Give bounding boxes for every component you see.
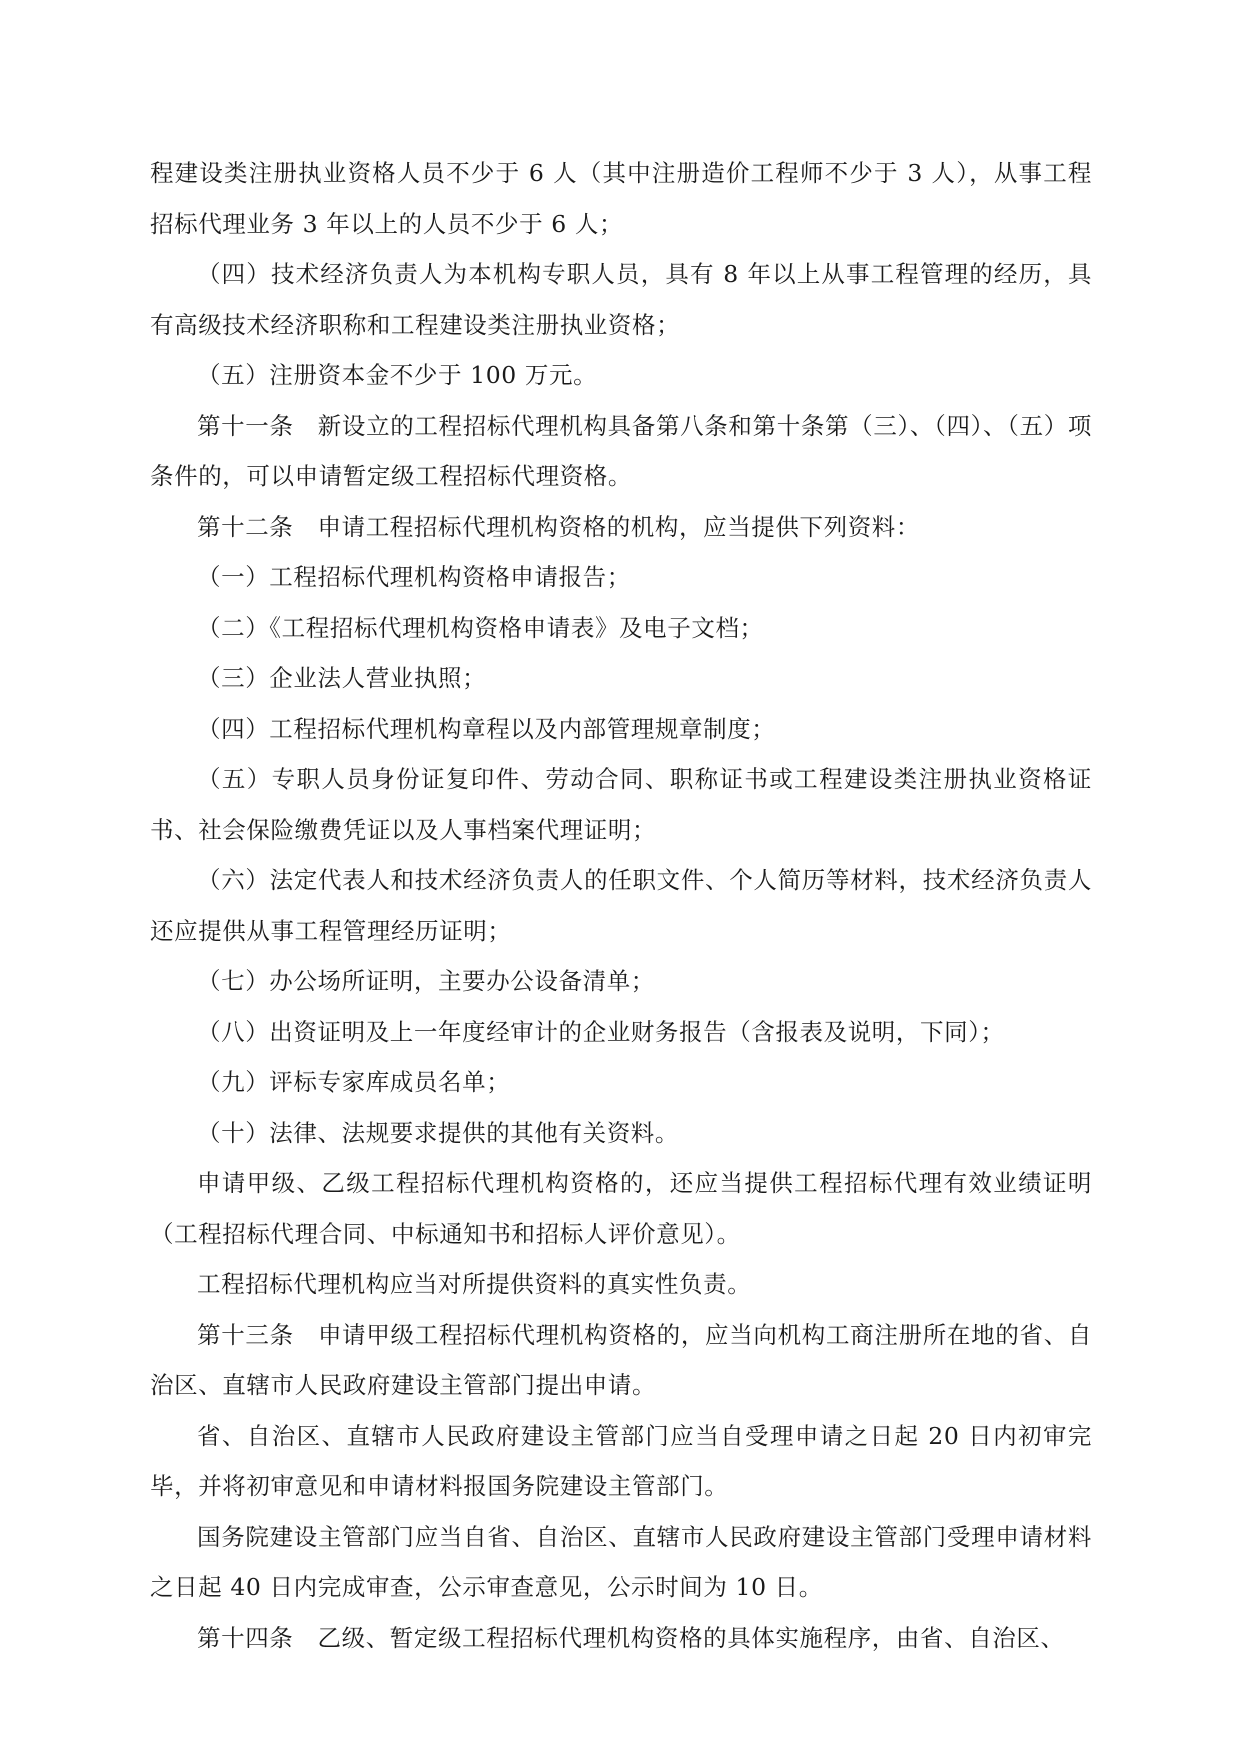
paragraph-item-5: （五）注册资本金不少于 100 万元。 [197,361,598,389]
paragraph-provincial-review: 省、自治区、直辖市人民政府建设主管部门应当自受理申请之日起 20 日内初审完毕，并将初审意见和申请材料报国务院建设主管部门。 [150,1421,1092,1500]
paragraph-list-item-6: （六）法定代表人和技术经济负责人的任职文件、个人简历等材料，技术经济负责人还应提供从事工程管理经历证明； [150,866,1092,945]
paragraph-list-item-2: （二）《工程招标代理机构资格申请表》及电子文档； [197,613,764,642]
paragraph-article-11: 第十一条 新设立的工程招标代理机构具备第八条和第十条第（三）、（四）、（五）项条件的，可以申请暂定级工程招标代理资格。 [150,411,1092,490]
paragraph-list-item-4: （四）工程招标代理机构章程以及内部管理规章制度； [197,714,776,743]
paragraph-item-4: （四）技术经济负责人为本机构专职人员，具有 8 年以上从事工程管理的经历，具有高级技术经济职称和工程建设类注册执业资格； [150,260,1092,339]
paragraph-list-item-1: （一）工程招标代理机构资格申请报告； [197,563,631,591]
paragraph-list-item-5: （五）专职人员身份证复印件、劳动合同、职称证书或工程建设类注册执业资格证书、社会保险缴费凭证以及人事档案代理证明； [150,765,1092,844]
paragraph-state-council-review: 国务院建设主管部门应当自省、自治区、直辖市人民政府建设主管部门受理申请材料之日起 40 日内完成审查，公示审查意见，公示时间为 10 日。 [150,1522,1092,1601]
paragraph-list-item-8: （八）出资证明及上一年度经审计的企业财务报告（含报表及说明，下同）； [197,1017,1005,1046]
paragraph-authenticity: 工程招标代理机构应当对所提供资料的真实性负责。 [197,1270,752,1298]
paragraph-list-item-3: （三）企业法人营业执照； [197,664,487,692]
document-body [150,148,1092,1663]
paragraph-article-13: 第十三条 申请甲级工程招标代理机构资格的，应当向机构工商注册所在地的省、自治区、直辖市人民政府建设主管部门提出申请。 [150,1320,1092,1399]
paragraph-continuation: 程建设类注册执业资格人员不少于 6 人（其中注册造价工程师不少于 3 人），从事工程招标代理业务 3 年以上的人员不少于 6 人； [150,159,1092,238]
paragraph-list-item-7: （七）办公场所证明，主要办公设备清单； [197,967,655,995]
paragraph-list-item-9: （九）评标专家库成员名单； [197,1068,511,1096]
paragraph-article-12: 第十二条 申请工程招标代理机构资格的机构，应当提供下列资料： [197,512,920,541]
paragraph-list-item-10: （十）法律、法规要求提供的其他有关资料。 [197,1118,679,1147]
paragraph-article-14: 第十四条 乙级、暂定级工程招标代理机构资格的具体实施程序，由省、自治区、 [197,1623,1065,1652]
paragraph-grade-ab-requirement: 申请甲级、乙级工程招标代理机构资格的，还应当提供工程招标代理有效业绩证明（工程招标代理合同、中标通知书和招标人评价意见）。 [150,1169,1092,1248]
